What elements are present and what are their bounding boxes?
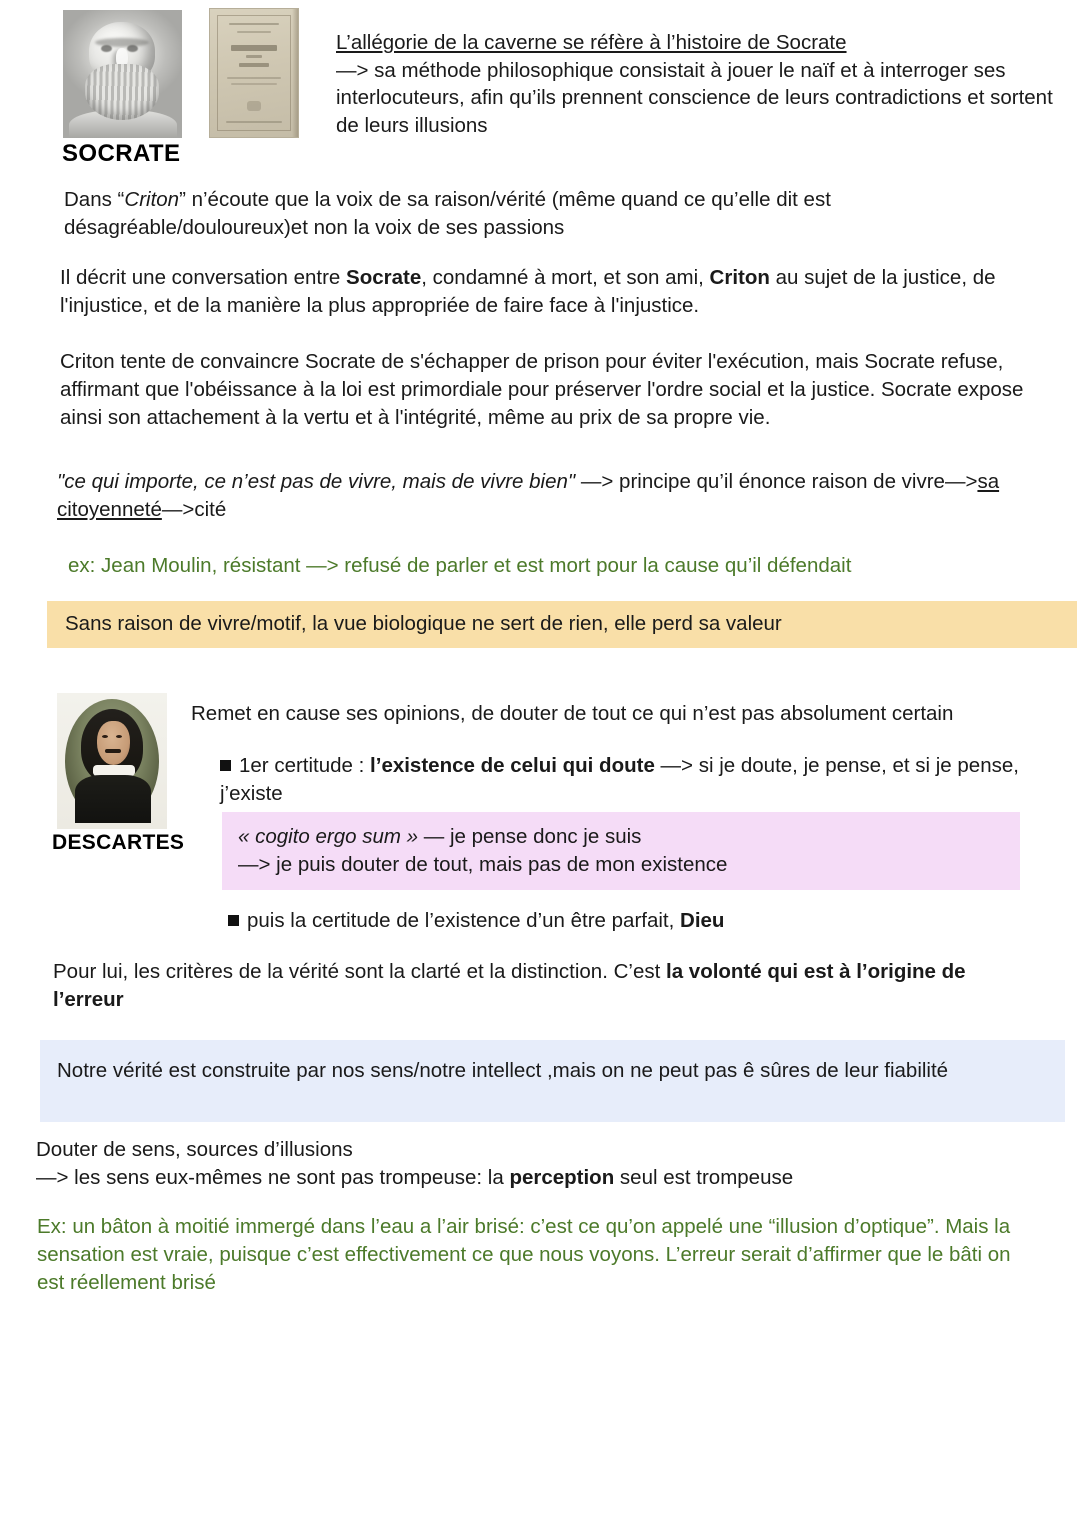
conversation-part-1: Il décrit une conversation entre [60, 266, 347, 289]
senses-line-2-post: seul est trompeuse [614, 1166, 794, 1189]
blue-callout-box [40, 1040, 1065, 1122]
socrate-header-block [0, 0, 1080, 180]
conversation-part-2: , condamné à mort, et son ami, [421, 266, 710, 289]
senses-paragraph [36, 1136, 1026, 1192]
conversation-paragraph [60, 264, 1030, 320]
criton-note-paragraph [64, 186, 1024, 242]
cogito-consequence: —> je puis douter de tout, mais pas de mon existence [238, 853, 728, 876]
portrait-clothing [75, 775, 151, 823]
portrait-face [97, 721, 130, 765]
descartes-caption: DESCARTES [52, 831, 185, 854]
descartes-bullet-1 [220, 752, 1050, 808]
conversation-bold-criton: Criton [709, 266, 770, 289]
senses-line-2-pre: —> les sens eux-mêmes ne sont pas trompeuse: la [36, 1166, 510, 1189]
blue-callout-text: Notre vérité est construite par nos sens/notre intellect ,mais on ne peut pas ê sûres de leur fiabilité [57, 1059, 949, 1082]
socrate-caption: SOCRATE [62, 140, 181, 167]
senses-bold-perception: perception [509, 1166, 615, 1189]
descartes-intro-paragraph: Remet en cause ses opinions, de douter de tout ce qui n’est pas absolument certain [191, 702, 954, 725]
book-cover-publisher-line [226, 121, 282, 123]
book-cover-text-line [239, 63, 269, 67]
bullet-2-lead: puis la certitude de l’existence d’un être parfait, [247, 909, 681, 932]
book-spine-shadow [292, 9, 298, 137]
dialogues-book-cover-image [209, 8, 299, 138]
bullet-1-tail: —> si je doute, je pense, et si je pense, j’existe [220, 754, 1019, 805]
criteria-paragraph [53, 958, 1013, 1014]
vivre-bien-quote: "ce qui importe, ce n’est pas de vivre, mais de vivre bien" [57, 470, 576, 493]
orange-callout-text: Sans raison de vivre/motif, la vue biologique ne sert de rien, elle perd sa valeur [65, 612, 782, 635]
square-bullet-icon [220, 760, 231, 771]
book-cover-text-line [237, 31, 271, 33]
bullet-2-bold-dieu: Dieu [680, 909, 725, 932]
criton-note-suffix: ” n’écoute que la voix de sa raison/vérité (même quand ce qu’elle dit est désagréable/douloureux)et non la voix de ses passions [64, 188, 831, 239]
square-bullet-icon [228, 915, 239, 926]
descartes-bullet-2 [228, 907, 1058, 935]
conversation-bold-socrate: Socrate [346, 266, 422, 289]
criton-note-prefix: Dans “ [64, 188, 125, 211]
criteria-bold: la volonté qui est à l’origine de l’erreur [53, 960, 966, 1011]
orange-callout-box [47, 601, 1077, 648]
allegory-underlined-title: L’allégorie de la caverne se réfère à l’histoire de Socrate [336, 31, 847, 54]
criteria-lead: Pour lui, les critères de la vérité sont la clarté et la distinction. C’est [53, 960, 666, 983]
criton-title: Criton [124, 188, 180, 211]
portrait-eye-left [102, 735, 108, 738]
socrate-bust-image [63, 10, 182, 138]
book-cover-title-line [231, 45, 277, 51]
purple-callout-box [222, 812, 1020, 890]
allegory-body: —> sa méthode philosophique consistait à jouer le naïf et à interroger ses interlocuteurs, afin qu’ils prennent conscience de leurs contradictions et sortent de leurs illusions [336, 58, 1053, 137]
cogito-line [238, 823, 1020, 851]
book-cover-emblem [247, 101, 261, 111]
cogito-latin: « cogito ergo sum » [238, 825, 419, 848]
escape-paragraph: Criton tente de convaincre Socrate de s'échapper de prison pour éviter l'exécution, mais Socrate refuse, affirmant que l'obéissance à la loi est primordiale pour préserver l'ordre social et la justice. Socrate expose ainsi son attachement à la vertu et à l'intégrité, même au prix de sa propre vie. [60, 350, 1024, 429]
portrait-moustache [105, 749, 121, 753]
vivre-bien-quote-tail: —>cité [161, 498, 227, 521]
vivre-bien-quote-after: —> principe qu’il énonce raison de vivre—> [575, 470, 978, 493]
portrait-eye-right [116, 735, 122, 738]
bullet-1-bold: l’existence de celui qui doute [370, 754, 655, 777]
cogito-translation: — je pense donc je suis [418, 825, 642, 848]
jean-moulin-example: ex: Jean Moulin, résistant —> refusé de parler et est mort pour la cause qu’il défendait [68, 554, 852, 577]
descartes-portrait-image [57, 693, 167, 829]
conversation-part-3: au sujet de la justice, de l'injustice, et de la manière la plus appropriée de faire face à l'injustice. [60, 266, 996, 317]
bust-eye-left [101, 45, 112, 52]
vivre-bien-quote-paragraph [57, 468, 1032, 524]
senses-line-1: Douter de sens, sources d’illusions [36, 1138, 353, 1161]
book-cover-text-line [231, 83, 277, 85]
book-cover-text-line [229, 23, 279, 25]
senses-line-2 [36, 1164, 1026, 1192]
book-cover-text-line [246, 55, 262, 58]
citoyennete-underlined: sa citoyenneté [57, 470, 1000, 521]
baton-illusion-example: Ex: un bâton à moitié immergé dans l’eau a l’air brisé: c’est ce qu’on appelé une “illusion d’optique”. Mais la sensation est vraie, puisque c’est effectivement ce que nous voyons. L’erreur serait d’affirmer que le bâti on est réellement brisé [37, 1215, 1011, 1294]
bust-beard [85, 64, 159, 120]
bust-eye-right [127, 45, 138, 52]
bullet-1-lead: 1er certitude : [239, 754, 371, 777]
book-cover-text-line [227, 77, 281, 79]
socrate-header-text [336, 29, 1066, 139]
